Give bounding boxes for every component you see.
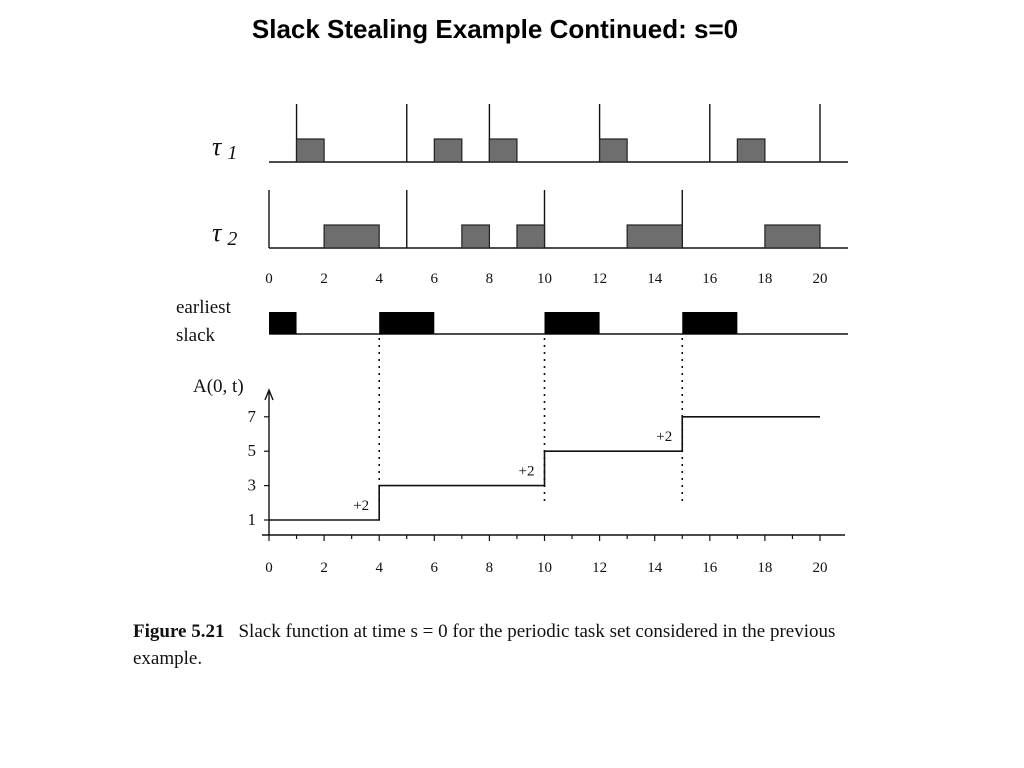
top-x-tick-label: 6 <box>430 271 439 287</box>
jump-annotation: +2 <box>518 463 535 480</box>
figure-caption <box>133 618 908 672</box>
task1-execution-block <box>737 139 765 162</box>
task1-execution-block <box>297 139 325 162</box>
figure-label: Figure 5.21 <box>133 621 225 642</box>
earliest-slack-timeline <box>269 312 848 334</box>
slack-block <box>545 312 600 334</box>
bottom-x-tick-label: 18 <box>757 560 773 576</box>
task2-label: τ 2 <box>212 218 238 250</box>
top-x-tick-label: 4 <box>375 271 383 287</box>
bottom-x-tick-label: 20 <box>812 560 828 576</box>
task2-timeline <box>269 190 848 248</box>
task1-execution-block <box>434 139 462 162</box>
earliest-slack-label-line2: slack <box>176 325 216 346</box>
y-tick-label: 1 <box>247 510 256 529</box>
task1-timeline <box>269 104 848 162</box>
slack-block <box>379 312 434 334</box>
jump-annotation: +2 <box>353 498 370 514</box>
y-tick-label: 7 <box>247 406 256 426</box>
slack-block <box>682 312 737 334</box>
figure-caption-text: Slack function at time s = 0 for the periodic task set considered in the previous example. <box>133 621 836 669</box>
slack-block <box>269 312 297 334</box>
bottom-x-tick-label: 6 <box>430 560 439 576</box>
task2-execution-block <box>517 225 545 248</box>
bottom-x-axis-ticks <box>265 560 827 576</box>
y-tick-label: 5 <box>247 441 256 461</box>
task1-label: τ 1 <box>212 132 238 164</box>
task1-execution-block <box>489 139 517 162</box>
slack-function-plot <box>248 338 846 541</box>
task2-execution-block <box>462 225 490 248</box>
top-x-tick-label: 12 <box>592 271 608 287</box>
bottom-x-tick-label: 4 <box>375 560 383 576</box>
top-x-tick-label: 8 <box>485 271 494 287</box>
task1-execution-block <box>600 139 628 162</box>
top-x-tick-label: 10 <box>537 271 552 287</box>
slack-function-step-line <box>269 417 820 520</box>
bottom-x-tick-label: 8 <box>485 560 494 576</box>
bottom-x-tick-label: 10 <box>537 560 552 576</box>
bottom-x-tick-label: 0 <box>265 560 273 576</box>
top-x-tick-label: 20 <box>812 271 828 287</box>
top-x-tick-label: 16 <box>702 271 718 287</box>
top-x-tick-label: 2 <box>320 271 328 287</box>
task2-execution-block <box>324 225 379 248</box>
jump-annotation: +2 <box>656 429 673 446</box>
bottom-x-tick-label: 16 <box>702 560 718 576</box>
bottom-x-tick-label: 2 <box>320 560 328 576</box>
task2-execution-block <box>765 225 820 248</box>
bottom-x-tick-label: 14 <box>647 560 663 576</box>
task2-execution-block <box>627 225 682 248</box>
bottom-x-tick-label: 12 <box>592 560 608 576</box>
top-x-axis-ticks <box>265 271 827 287</box>
top-x-tick-label: 18 <box>757 271 773 287</box>
top-x-tick-label: 14 <box>647 271 663 287</box>
earliest-slack-label-line1: earliest <box>176 297 231 318</box>
y-tick-label: 3 <box>247 475 256 495</box>
top-x-tick-label: 0 <box>265 271 273 287</box>
slack-function-ylabel: A(0, t) <box>193 376 244 397</box>
slide-title: Slack Stealing Example Continued: s=0 <box>251 14 739 44</box>
